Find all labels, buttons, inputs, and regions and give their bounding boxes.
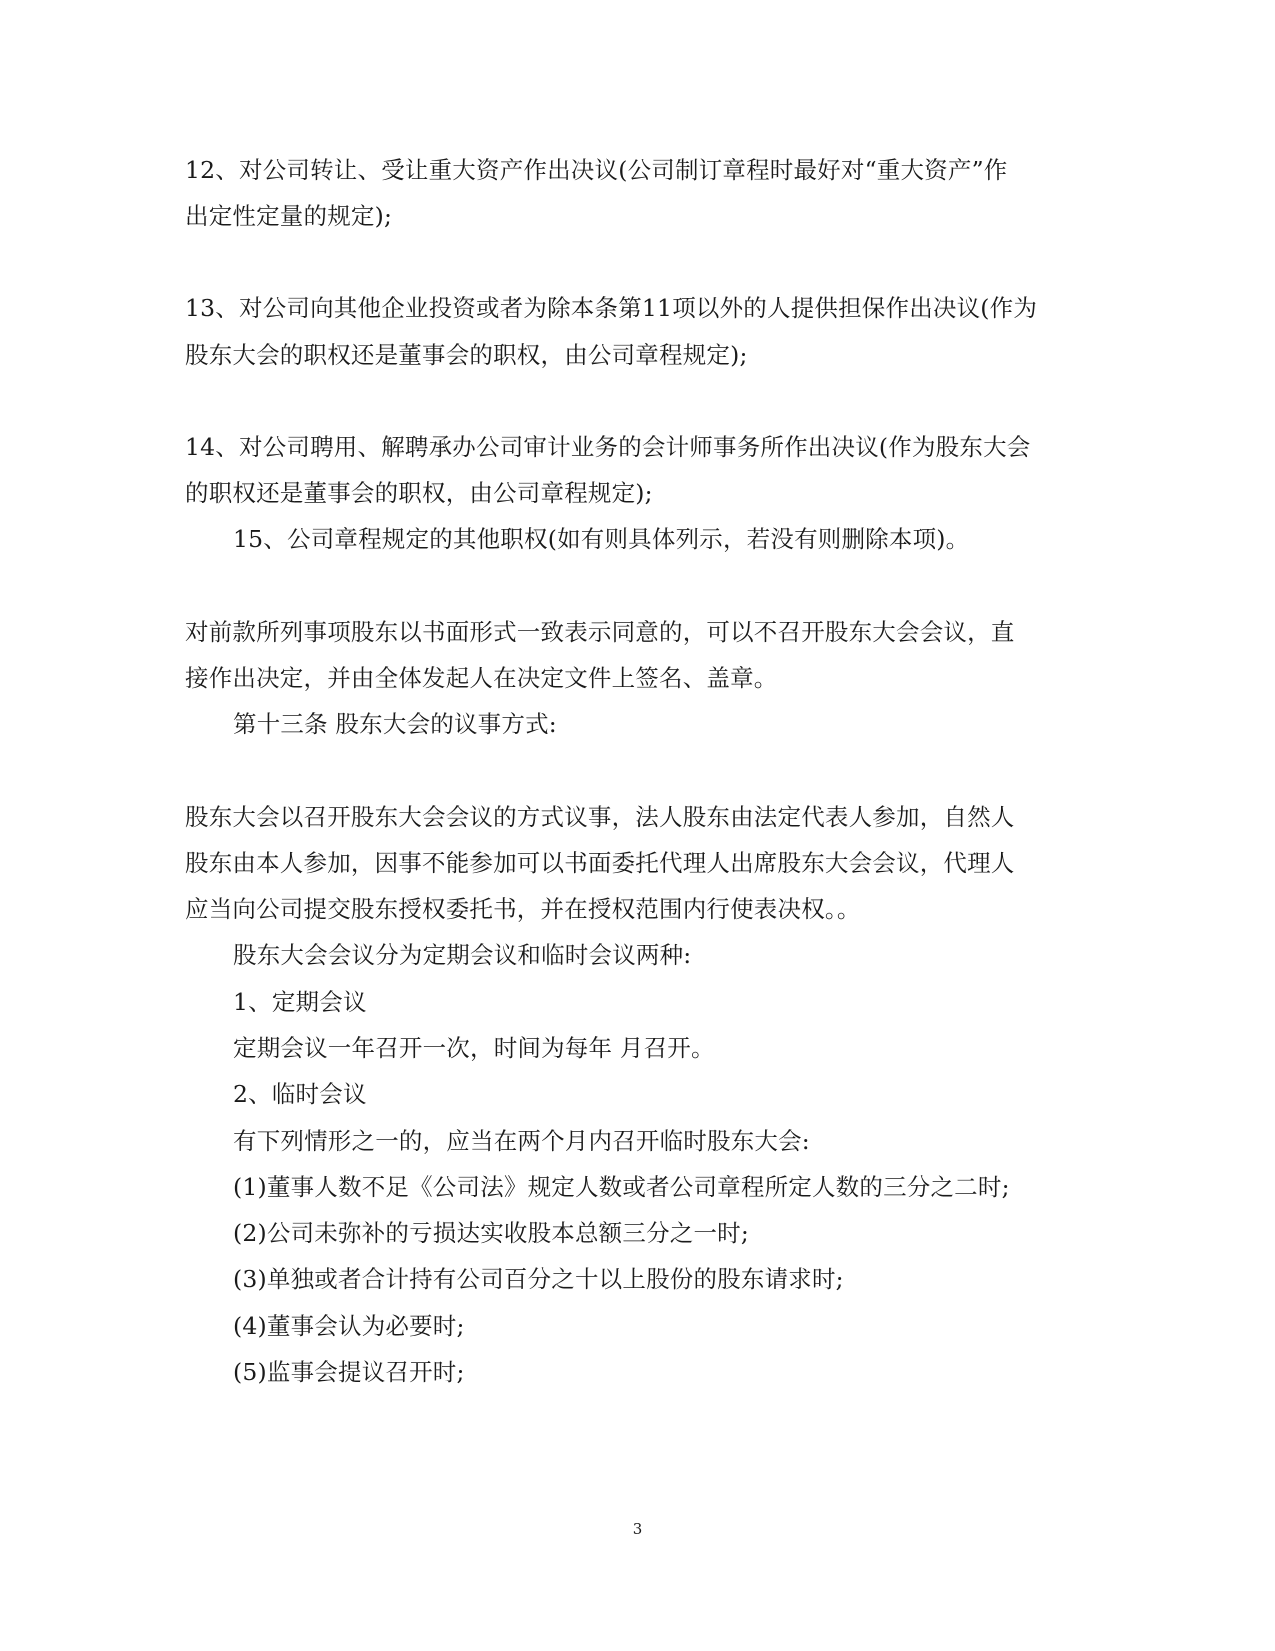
text-line: 有下列情形之一的，应当在两个月内召开临时股东大会:: [233, 1127, 810, 1155]
text-line: 12、对公司转让、受让重大资产作出决议(公司制订章程时最好对“重大资产”作: [185, 156, 1008, 184]
list-item: (5)监事会提议召开时;: [233, 1358, 465, 1386]
text-line: 应当向公司提交股东授权委托书，并在授权范围内行使表决权。。: [185, 895, 861, 923]
text-line: 13、对公司向其他企业投资或者为除本条第11项以外的人提供担保作出决议(作为: [185, 294, 1038, 322]
text-line: 14、对公司聘用、解聘承办公司审计业务的会计师事务所作出决议(作为股东大会: [185, 433, 1031, 461]
text-line: 股东大会会议分为定期会议和临时会议两种:: [233, 941, 692, 969]
list-item: (1)董事人数不足《公司法》规定人数或者公司章程所定人数的三分之二时;: [233, 1173, 1010, 1201]
text-line: 的职权还是董事会的职权，由公司章程规定);: [185, 479, 653, 507]
text-line: 股东大会以召开股东大会会议的方式议事，法人股东由法定代表人参加，自然人: [185, 803, 1015, 831]
section-heading: 第十三条 股东大会的议事方式:: [233, 710, 557, 738]
text-line: 15、公司章程规定的其他职权(如有则具体列示，若没有则删除本项)。: [233, 525, 970, 553]
text-line: 股东由本人参加，因事不能参加可以书面委托代理人出席股东大会会议，代理人: [185, 849, 1015, 877]
list-item: (3)单独或者合计持有公司百分之十以上股份的股东请求时;: [233, 1265, 844, 1293]
text-line: 1、定期会议: [233, 988, 367, 1016]
page-number: 3: [632, 1520, 643, 1538]
list-item: (2)公司未弥补的亏损达实收股本总额三分之一时;: [233, 1219, 750, 1247]
text-line: 接作出决定，并由全体发起人在决定文件上签名、盖章。: [185, 664, 778, 692]
text-line: 出定性定量的规定);: [185, 202, 393, 230]
text-line: 对前款所列事项股东以书面形式一致表示同意的，可以不召开股东大会会议，直: [185, 618, 1015, 646]
text-line: 定期会议一年召开一次，时间为每年 月召开。: [233, 1034, 715, 1062]
text-line: 股东大会的职权还是董事会的职权，由公司章程规定);: [185, 341, 748, 369]
list-item: (4)董事会认为必要时;: [233, 1312, 465, 1340]
text-line: 2、临时会议: [233, 1080, 367, 1108]
